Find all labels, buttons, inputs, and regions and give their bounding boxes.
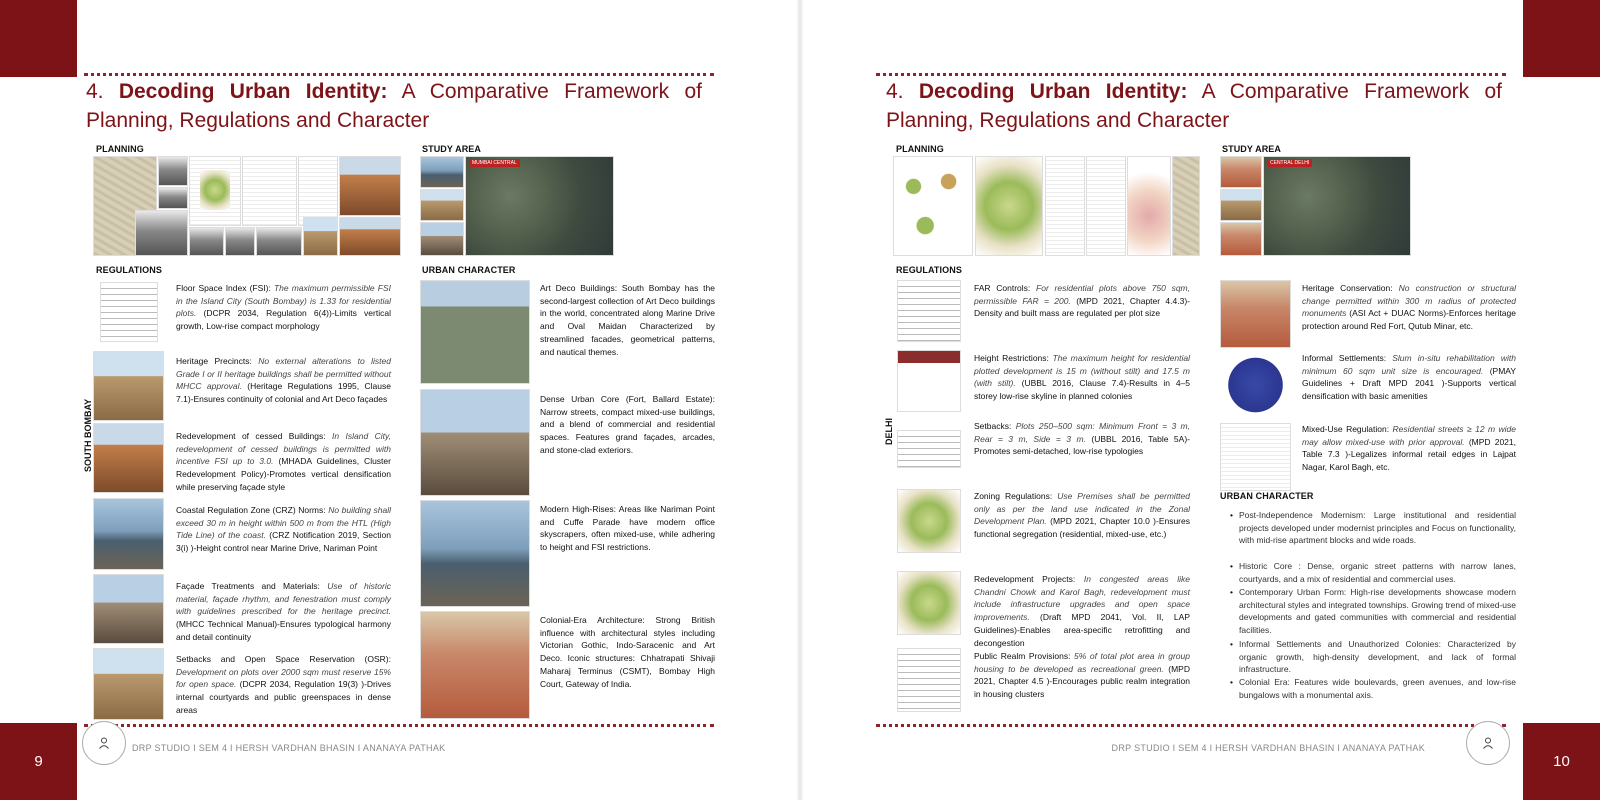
study-area-label: STUDY AREA [1222, 144, 1282, 154]
regulation-image-facade [93, 574, 164, 644]
regulation-item: Redevelopment Projects: In congested areas like Chandni Chowk and Karol Bagh, redevelopment must include infrastructure upgrades and open space improvements. (Draft MPD 2041, Vol. II, LAP Guidelines)-Enables area-specific retrofitting and decongestion [974, 574, 1190, 648]
page-title: 4. Decoding Urban Identity: A Comparative Framework of Planning, Regulations and Character [886, 80, 1502, 132]
regulation-image-height-table [897, 350, 961, 412]
urban-character-image-high-rises [420, 500, 530, 607]
planning-image-photo [158, 156, 188, 186]
side-label: DELHI [884, 418, 894, 445]
urban-character-item: • Post-Independence Modernism: Large institutional and residential projects developed under modernist principles and Focus on functionality, with mid-rise apartment blocks and wide roads. [1230, 509, 1516, 547]
urban-character-image-dense-core [420, 389, 530, 496]
regulations-label: REGULATIONS [96, 265, 162, 275]
page-number: 9 [0, 723, 77, 800]
footer-credits: DRP STUDIO I SEM 4 I HERSH VARDHAN BHASIN I ANANAYA PATHAK [132, 743, 446, 753]
urban-character-item: • Contemporary Urban Form: High-rise developments showcase modern architectural styles and integrated townships. Growing trend of mixed-use developments and gated communities with commercial and residential facilities. [1230, 586, 1516, 637]
regulation-item: Redevelopment of cessed Buildings: In Island City, redevelopment of cessed buildings is permitted with incentive FSI up to 3.0. (MHADA Guidelines, Cluster Redevelopment Policy)-Promotes vertical densification while preserving façade style [176, 431, 391, 492]
side-label: SOUTH BOMBAY [83, 398, 93, 472]
page-number: 10 [1523, 723, 1600, 800]
regulation-item: Setbacks and Open Space Reservation (OSR): Development on plots over 2000 sqm must reserve 15% for open space. (DCPR 2034, Regulation 19(3) )-Drives internal courtyards and public greenspaces in dense areas [176, 654, 391, 715]
planning-image-photo [158, 187, 188, 209]
regulations-label: REGULATIONS [896, 265, 962, 275]
regulation-item: Heritage Precincts: No external alterations to listed Grade I or II heritage buildings shall be permitted without MHCC approval. (Heritage Regulations 1995, Clause 7.1)-Ensures continuity of colonial and Art Deco façades [176, 356, 391, 405]
planning-image-document [1045, 156, 1085, 256]
study-area-photo [1220, 156, 1262, 188]
study-area-satellite-map [1263, 156, 1411, 256]
study-area-tag: MUMBAI CENTRAL [469, 159, 520, 167]
regulation-image-delhi-map [1220, 351, 1291, 419]
urban-character-item: • Informal Settlements and Unauthorized Colonies: Characterized by organic growth, high-density development, and lack of formal infrastructure. [1230, 638, 1516, 676]
top-divider [84, 73, 714, 76]
corner-block-top-right [1523, 0, 1600, 77]
planning-image-old-map [1172, 156, 1200, 256]
regulation-image-far-table [897, 280, 961, 342]
study-area-satellite-map [465, 156, 614, 256]
bottom-divider [876, 724, 1506, 727]
planning-label: PLANNING [896, 144, 944, 154]
study-area-photo [420, 156, 464, 188]
study-area-photo [420, 189, 464, 221]
planning-label: PLANNING [96, 144, 144, 154]
planning-image-building [339, 217, 401, 256]
regulation-image-table [100, 282, 158, 342]
regulation-image-public-realm-table [897, 648, 961, 712]
footer-credits: DRP STUDIO I SEM 4 I HERSH VARDHAN BHASIN I ANANAYA PATHAK [1111, 743, 1425, 753]
regulation-image-setback-table [897, 430, 961, 468]
regulation-image-coastline [93, 498, 164, 570]
regulation-item: Heritage Conservation: No construction or structural change permitted within 300 m radius of protected monuments (ASI Act + DUAC Norms)-Enforces heritage protection around Red Fort, Qutub Minar, etc. [1302, 283, 1516, 332]
urban-character-item: Art Deco Buildings: South Bombay has the second-largest collection of Art Deco buildings in the world, concentrated along Marine Drive and Oval Maidan Characterized by streamlined facades, geometrical patterns, and nautical themes. [540, 283, 715, 357]
regulation-image-document [1220, 423, 1291, 491]
planning-image-building [339, 156, 401, 216]
urban-character-image-art-deco [420, 280, 530, 384]
regulation-image-red-fort [1220, 280, 1291, 348]
urban-character-item: Dense Urban Core (Fort, Ballard Estate): Narrow streets, compact mixed-use buildings, and a blend of commercial and residential spaces. Features grand façades, arcades, and stone-clad exteriors. [540, 394, 715, 455]
urban-character-item: • Colonial Era: Features wide boulevards, green avenues, and low-rise bungalows with a monumental axis. [1230, 676, 1516, 701]
user-circle-icon [1466, 721, 1510, 765]
regulation-item: FAR Controls: For residential plots above 750 sqm, permissible FAR = 200. (MPD 2021, Chapter 4.4.3)-Density and built mass are regulated per plot size [974, 283, 1190, 319]
top-divider [876, 73, 1506, 76]
planning-image-photo [135, 210, 188, 256]
regulation-item: Coastal Regulation Zone (CRZ) Norms: No building shall exceed 30 m in height within 500 m from the HTL (High Tide Line) of the coast. (CRZ Notification 2019, Section 3(i) )-Height control near Marine Drive, Nariman Point [176, 505, 391, 554]
study-area-photo [420, 222, 464, 256]
urban-character-item: Colonial-Era Architecture: Strong British influence with architectural styles including Victorian Gothic, Indo-Saracenic and Art Deco. Iconic structures: Chhatrapati Shivaji Maharaj Terminus (CSMT), Bombay High Court, Gateway of India. [540, 615, 715, 689]
urban-character-item: • Historic Core : Dense, organic street patterns with narrow lanes, courtyards, and a mix of residential and commercial uses. [1230, 560, 1516, 585]
planning-image-document [242, 156, 297, 226]
planning-image-landuse [200, 170, 230, 210]
study-area-tag: CENTRAL DELHI [1267, 159, 1312, 167]
regulation-item: Setbacks: Plots 250–500 sqm: Minimum Front = 3 m, Rear = 3 m, Side = 3 m. (UBBL 2016, Table 5A)-Promotes semi-detached, low-rise typologies [974, 421, 1190, 457]
page-right [800, 0, 1600, 800]
urban-character-label: URBAN CHARACTER [1220, 491, 1314, 501]
planning-image-document [298, 156, 338, 226]
bottom-divider [84, 724, 714, 727]
regulation-image-setbacks [93, 648, 164, 720]
user-circle-icon [82, 721, 126, 765]
regulation-item: Floor Space Index (FSI): The maximum permissible FSI in the Island City (South Bombay) is 1.33 for residential plots. (DCPR 2034, Regulation 6(4))-Limits vertical growth, Low-rise compact morphology [176, 283, 391, 332]
regulation-image-cessed-building [93, 423, 164, 493]
planning-image-photo [256, 227, 302, 256]
corner-block-top-left [0, 0, 77, 77]
study-area-photo [1220, 222, 1262, 256]
urban-character-item: Modern High-Rises: Areas like Nariman Point and Cuffe Parade have modern office skyscrapers, often mixed-use, while adhering to height and FSI restrictions. [540, 504, 715, 553]
regulation-image-heritage-building [93, 351, 164, 421]
book-fold [796, 0, 804, 800]
regulation-item: Height Restrictions: The maximum height for residential plotted development is 15 m (without stilt) and 17.5 m (with stilt). (UBBL 2016, Clause 7.4)-Results in 4–5 storey low-rise skyline in planned colonies [974, 353, 1190, 402]
study-area-label: STUDY AREA [422, 144, 482, 154]
regulation-image-zoning-map [897, 489, 961, 553]
planning-image-photo [225, 227, 255, 256]
planning-image-document [1086, 156, 1126, 256]
regulation-item: Zoning Regulations: Use Premises shall be permitted only as per the land use indicated in the Zonal Development Plan. (MPD 2021, Chapter 10.0 )-Ensures functional segregation (residential, mixed-use, etc.) [974, 491, 1190, 540]
planning-image-zonal-map [1127, 156, 1171, 256]
planning-image-building [303, 217, 338, 256]
urban-character-label: URBAN CHARACTER [422, 265, 516, 275]
regulation-item: Façade Treatments and Materials: Use of historic material, façade rhythm, and fenestration must comply with guidelines prescribed for the heritage precinct. (MHCC Technical Manual)-Ensures typological harmony and detail continuity [176, 581, 391, 642]
planning-image-maps [893, 156, 973, 256]
regulation-image-redevelopment-map [897, 571, 961, 635]
regulation-item: Public Realm Provisions: 5% of total plot area in group housing to be developed as recreational green. (MPD 2021, Chapter 4.5 )-Encourages public realm integration in housing clusters [974, 651, 1190, 700]
planning-image-masterplan [975, 156, 1043, 256]
planning-image-photo [189, 227, 224, 256]
regulation-item: Informal Settlements: Slum in-situ rehabilitation with minimum 60 sqm unit size is encouraged. (PMAY Guidelines + Draft MPD 2041 )-Supports vertical densification with basic amenities [1302, 353, 1516, 402]
urban-character-image-colonial [420, 611, 530, 719]
regulation-item: Mixed-Use Regulation: Residential streets ≥ 12 m wide may allow mixed-use with prior approval. (MPD 2021, Table 7.3 )-Legalizes informal retail edges in Lajpat Nagar, Karol Bagh, etc. [1302, 424, 1516, 473]
page-title: 4. Decoding Urban Identity: A Comparative Framework of Planning, Regulations and Character [86, 80, 702, 132]
study-area-photo [1220, 189, 1262, 221]
